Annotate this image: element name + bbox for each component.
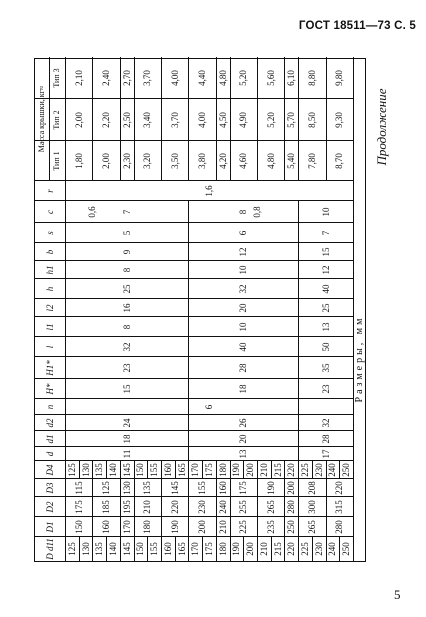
- cell-H1: 28: [238, 363, 249, 373]
- cell-h1: 8: [121, 267, 132, 273]
- cell-D: 230: [313, 542, 324, 556]
- grid-line: [35, 378, 353, 379]
- cell-D3: 145: [169, 481, 180, 495]
- cell-D3: 155: [197, 481, 208, 495]
- cell-l1: 10: [238, 322, 249, 332]
- cell-s: 7: [320, 230, 331, 236]
- grid-line: [35, 478, 353, 479]
- col-header-d2: d2: [45, 418, 55, 428]
- cell-mass: 3,70: [169, 112, 180, 128]
- cell-D: 145: [121, 542, 132, 556]
- grid-line: [175, 537, 176, 561]
- cell-D: 150: [135, 542, 146, 556]
- cell-mass: 4,40: [197, 70, 208, 86]
- grid-line: [230, 537, 231, 561]
- cell-mass: 4,00: [197, 112, 208, 128]
- grid-line: [326, 479, 327, 537]
- cell-D: 155: [149, 542, 160, 556]
- cell-d1: 18: [121, 434, 132, 444]
- cell-l: 32: [121, 342, 132, 352]
- cell-H1: 23: [121, 363, 132, 373]
- cell-D3: 220: [334, 481, 345, 495]
- cell-mass: 2,10: [73, 70, 84, 86]
- cell-D4: 135: [94, 463, 105, 477]
- cell-mass: 2,20: [101, 112, 112, 128]
- grid-line: [35, 140, 353, 141]
- cell-D4: 170: [190, 463, 201, 477]
- cell-s: 5: [121, 230, 132, 236]
- cell-D4: 190: [231, 463, 242, 477]
- cell-mass: 5,60: [265, 70, 276, 86]
- standard-header: ГОСТ 18511—73 С. 5: [298, 20, 416, 32]
- col-header-H1*: H1*: [45, 360, 55, 376]
- grid-line: [339, 461, 340, 479]
- cell-D: 200: [245, 542, 256, 556]
- cell-D2: 300: [306, 500, 317, 514]
- cell-s: 6: [238, 230, 249, 236]
- cell-D2: 265: [265, 500, 276, 514]
- cell-b: 12: [238, 247, 249, 257]
- cell-D: 165: [176, 542, 187, 556]
- grid-line: [298, 479, 299, 537]
- grid-line: [79, 537, 80, 561]
- grid-line: [120, 461, 121, 479]
- cell-c-extra: 0,8: [251, 206, 262, 218]
- grid-line: [326, 537, 327, 561]
- cell-D3: 160: [217, 481, 228, 495]
- col-header-D2: D2: [45, 501, 55, 513]
- cell-h1: 12: [320, 265, 331, 275]
- cell-d: 17: [320, 449, 331, 459]
- col-header-s: s: [45, 231, 55, 235]
- mass-type-2: Тип 2: [52, 110, 61, 130]
- mass-header: Масса крышки, кг≈: [37, 85, 46, 153]
- cell-D4: 165: [176, 463, 187, 477]
- cell-d2: 32: [320, 418, 331, 428]
- cell-D4: 180: [217, 463, 228, 477]
- cell-h: 40: [320, 284, 331, 294]
- grid-line: [216, 537, 217, 561]
- cell-d: 11: [121, 449, 132, 459]
- grid-line: [120, 57, 121, 181]
- cell-D2: 315: [334, 500, 345, 514]
- cell-mass: 8,70: [334, 153, 345, 169]
- grid-line: [243, 461, 244, 479]
- cell-D4: 240: [327, 463, 338, 477]
- grid-line: [353, 57, 354, 561]
- col-header-D: D d11: [45, 538, 55, 560]
- cell-b: 15: [320, 247, 331, 257]
- col-header-c: c: [45, 210, 55, 214]
- cell-l2: 25: [320, 303, 331, 313]
- cell-c-extra: 0,6: [87, 206, 98, 218]
- grid-line: [188, 537, 189, 561]
- grid-line: [298, 201, 299, 461]
- grid-line: [230, 57, 231, 181]
- grid-line: [49, 57, 50, 181]
- cell-D4: 250: [341, 463, 352, 477]
- cell-D4: 150: [135, 463, 146, 477]
- col-header-D3: D3: [45, 482, 55, 494]
- col-header-d1: d1: [45, 434, 55, 444]
- cell-mass: 2,00: [73, 112, 84, 128]
- col-header-r: r: [45, 189, 55, 193]
- cell-D3: 130: [121, 481, 132, 495]
- cell-D4: 140: [107, 463, 118, 477]
- grid-line: [35, 200, 353, 201]
- cell-D1: 250: [286, 520, 297, 534]
- grid-line: [35, 180, 353, 181]
- cell-D3: 208: [306, 481, 317, 495]
- cell-mass: 9,30: [334, 112, 345, 128]
- grid-line: [134, 479, 135, 537]
- cell-D4: 125: [66, 463, 77, 477]
- grid-line: [271, 461, 272, 479]
- cell-D1: 190: [169, 520, 180, 534]
- page-number: 5: [394, 587, 401, 602]
- cell-D: 240: [327, 542, 338, 556]
- cell-l2: 16: [121, 303, 132, 313]
- grid-line: [298, 537, 299, 561]
- cell-D: 160: [162, 542, 173, 556]
- cell-l: 40: [238, 342, 249, 352]
- grid-line: [284, 57, 285, 181]
- dimensions-table: [34, 58, 366, 562]
- grid-line: [106, 461, 107, 479]
- col-header-d: d: [45, 451, 55, 457]
- cell-D: 225: [299, 542, 310, 556]
- col-header-h: h: [45, 286, 55, 292]
- grid-line: [257, 461, 258, 479]
- grid-line: [188, 461, 189, 479]
- cell-b: 9: [121, 249, 132, 255]
- col-header-D1: D1: [45, 521, 55, 533]
- cell-D4: 225: [299, 463, 310, 477]
- group-title: Размеры, мм: [354, 315, 365, 403]
- col-header-h1: h1: [45, 265, 55, 275]
- grid-line: [257, 479, 258, 537]
- cell-h1: 10: [238, 265, 249, 275]
- cell-D3: 190: [265, 481, 276, 495]
- cell-D2: 280: [286, 500, 297, 514]
- cell-D4: 220: [286, 463, 297, 477]
- grid-line: [35, 298, 353, 299]
- grid-line: [79, 461, 80, 479]
- grid-line: [257, 537, 258, 561]
- cell-D2: 230: [197, 500, 208, 514]
- cell-D4: 130: [80, 463, 91, 477]
- cell-mass: 5,40: [286, 153, 297, 169]
- grid-line: [284, 479, 285, 537]
- cell-mass: 6,10: [286, 70, 297, 86]
- grid-line: [339, 537, 340, 561]
- dimensions-table-rotated: [34, 58, 366, 562]
- grid-line: [134, 461, 135, 479]
- col-header-l2: l2: [45, 304, 55, 312]
- cell-H1: 35: [320, 363, 331, 373]
- cell-l1: 8: [121, 324, 132, 330]
- cell-D1: 235: [265, 520, 276, 534]
- grid-line: [35, 260, 353, 261]
- grid-line: [120, 479, 121, 537]
- cell-D: 250: [341, 542, 352, 556]
- grid-line: [271, 537, 272, 561]
- cell-mass: 4,00: [169, 70, 180, 86]
- cell-D: 210: [258, 542, 269, 556]
- continuation-label: Продолжение: [374, 88, 389, 166]
- grid-line: [35, 536, 353, 537]
- cell-D: 220: [286, 542, 297, 556]
- col-header-n: n: [45, 404, 55, 410]
- grid-line: [35, 222, 353, 223]
- grid-line: [120, 537, 121, 561]
- cell-D1: 180: [142, 520, 153, 534]
- grid-line: [35, 356, 353, 357]
- grid-line: [326, 57, 327, 181]
- col-header-D4: D4: [45, 464, 55, 476]
- cell-D: 130: [80, 542, 91, 556]
- grid-line: [147, 461, 148, 479]
- cell-mass: 3,80: [197, 153, 208, 169]
- grid-line: [92, 461, 93, 479]
- cell-D2: 185: [101, 500, 112, 514]
- grid-line: [161, 57, 162, 181]
- grid-line: [298, 57, 299, 181]
- cell-D2: 255: [238, 500, 249, 514]
- grid-line: [326, 461, 327, 479]
- cell-mass: 2,30: [121, 153, 132, 169]
- grid-line: [35, 516, 353, 517]
- cell-D1: 150: [73, 520, 84, 534]
- grid-line: [35, 98, 353, 99]
- cell-D4: 175: [203, 463, 214, 477]
- grid-line: [284, 537, 285, 561]
- cell-D4: 230: [313, 463, 324, 477]
- cell-r: 1,6: [204, 185, 214, 197]
- cell-D3: 115: [73, 481, 84, 495]
- cell-c: 10: [320, 207, 331, 217]
- cell-D4: 145: [121, 463, 132, 477]
- cell-mass: 9,80: [334, 70, 345, 86]
- cell-D: 125: [66, 542, 77, 556]
- grid-line: [147, 537, 148, 561]
- col-header-H*: H*: [45, 383, 55, 395]
- cell-D4: 160: [162, 463, 173, 477]
- cell-D2: 195: [121, 500, 132, 514]
- cell-D1: 200: [197, 520, 208, 534]
- cell-D3: 125: [101, 481, 112, 495]
- col-header-l: l: [45, 345, 55, 349]
- cell-D1: 280: [334, 520, 345, 534]
- grid-line: [35, 398, 353, 399]
- grid-line: [35, 278, 353, 279]
- grid-line: [312, 461, 313, 479]
- grid-line: [230, 461, 231, 479]
- mass-type-1: Тип 1: [52, 151, 61, 171]
- cell-mass: 1,80: [73, 153, 84, 169]
- grid-line: [216, 479, 217, 537]
- grid-line: [202, 461, 203, 479]
- cell-mass: 3,50: [169, 153, 180, 169]
- cell-mass: 5,70: [286, 112, 297, 128]
- cell-c: 8: [238, 209, 249, 215]
- cell-D3: 135: [142, 481, 153, 495]
- grid-line: [188, 57, 189, 181]
- grid-line: [230, 479, 231, 537]
- cell-h: 25: [121, 284, 132, 294]
- cell-mass: 3,40: [142, 112, 153, 128]
- cell-H: 23: [320, 384, 331, 394]
- grid-line: [216, 461, 217, 479]
- grid-line: [35, 446, 353, 447]
- grid-line: [35, 496, 353, 497]
- cell-D2: 210: [142, 500, 153, 514]
- grid-line: [284, 461, 285, 479]
- cell-mass: 4,90: [238, 112, 249, 128]
- cell-D2: 220: [169, 500, 180, 514]
- cell-c: 7: [121, 209, 132, 215]
- cell-mass: 7,80: [306, 153, 317, 169]
- cell-mass: 2,50: [121, 112, 132, 128]
- col-header-l1: l1: [45, 323, 55, 331]
- cell-mass: 3,70: [142, 70, 153, 86]
- cell-h: 32: [238, 284, 249, 294]
- cell-D4: 215: [272, 463, 283, 477]
- grid-line: [202, 537, 203, 561]
- cell-mass: 8,50: [306, 112, 317, 128]
- cell-D1: 170: [121, 520, 132, 534]
- grid-line: [175, 461, 176, 479]
- cell-D4: 210: [258, 463, 269, 477]
- cell-D: 170: [190, 542, 201, 556]
- cell-mass: 2,70: [121, 70, 132, 86]
- grid-line: [35, 336, 353, 337]
- cell-mass: 2,40: [101, 70, 112, 86]
- grid-line: [161, 461, 162, 479]
- cell-D1: 210: [217, 520, 228, 534]
- grid-line: [35, 414, 353, 415]
- cell-D2: 240: [217, 500, 228, 514]
- grid-line: [188, 201, 189, 461]
- grid-line: [216, 57, 217, 181]
- grid-line: [35, 430, 353, 431]
- cell-D: 180: [217, 542, 228, 556]
- grid-line: [243, 537, 244, 561]
- cell-mass: 3,20: [142, 153, 153, 169]
- cell-mass: 5,20: [265, 112, 276, 128]
- cell-d2: 26: [238, 418, 249, 428]
- grid-line: [35, 316, 353, 317]
- cell-d1: 20: [238, 434, 249, 444]
- grid-line: [161, 537, 162, 561]
- cell-d: 13: [238, 449, 249, 459]
- cell-D1: 265: [306, 520, 317, 534]
- cell-l1: 13: [320, 322, 331, 332]
- cell-d1: 28: [320, 434, 331, 444]
- grid-line: [134, 57, 135, 181]
- cell-D: 190: [231, 542, 242, 556]
- grid-line: [106, 537, 107, 561]
- grid-line: [257, 57, 258, 181]
- grid-line: [161, 479, 162, 537]
- grid-line: [312, 537, 313, 561]
- grid-line: [35, 242, 353, 243]
- cell-D1: 160: [101, 520, 112, 534]
- cell-n: 6: [204, 404, 214, 410]
- cell-D4: 200: [245, 463, 256, 477]
- cell-l: 50: [320, 342, 331, 352]
- grid-line: [134, 537, 135, 561]
- cell-mass: 4,80: [217, 70, 228, 86]
- cell-D2: 175: [73, 500, 84, 514]
- mass-type-3: Тип 3: [52, 68, 61, 88]
- col-header-b: b: [45, 249, 55, 255]
- grid-line: [92, 57, 93, 181]
- cell-mass: 4,60: [238, 153, 249, 169]
- grid-line: [35, 460, 353, 461]
- cell-D3: 175: [238, 481, 249, 495]
- cell-mass: 4,20: [217, 153, 228, 169]
- grid-line: [188, 479, 189, 537]
- cell-D4: 155: [149, 463, 160, 477]
- grid-line: [92, 537, 93, 561]
- cell-D1: 225: [238, 520, 249, 534]
- cell-mass: 2,00: [101, 153, 112, 169]
- cell-mass: 4,50: [217, 112, 228, 128]
- cell-mass: 4,80: [265, 153, 276, 169]
- cell-D3: 200: [286, 481, 297, 495]
- cell-l2: 20: [238, 303, 249, 313]
- cell-mass: 8,80: [306, 70, 317, 86]
- grid-line: [298, 461, 299, 479]
- cell-d2: 24: [121, 418, 132, 428]
- cell-H: 15: [121, 384, 132, 394]
- cell-D: 175: [203, 542, 214, 556]
- cell-D: 135: [94, 542, 105, 556]
- cell-D: 215: [272, 542, 283, 556]
- grid-line: [92, 479, 93, 537]
- cell-D: 140: [107, 542, 118, 556]
- cell-mass: 5,20: [238, 70, 249, 86]
- cell-H: 18: [238, 384, 249, 394]
